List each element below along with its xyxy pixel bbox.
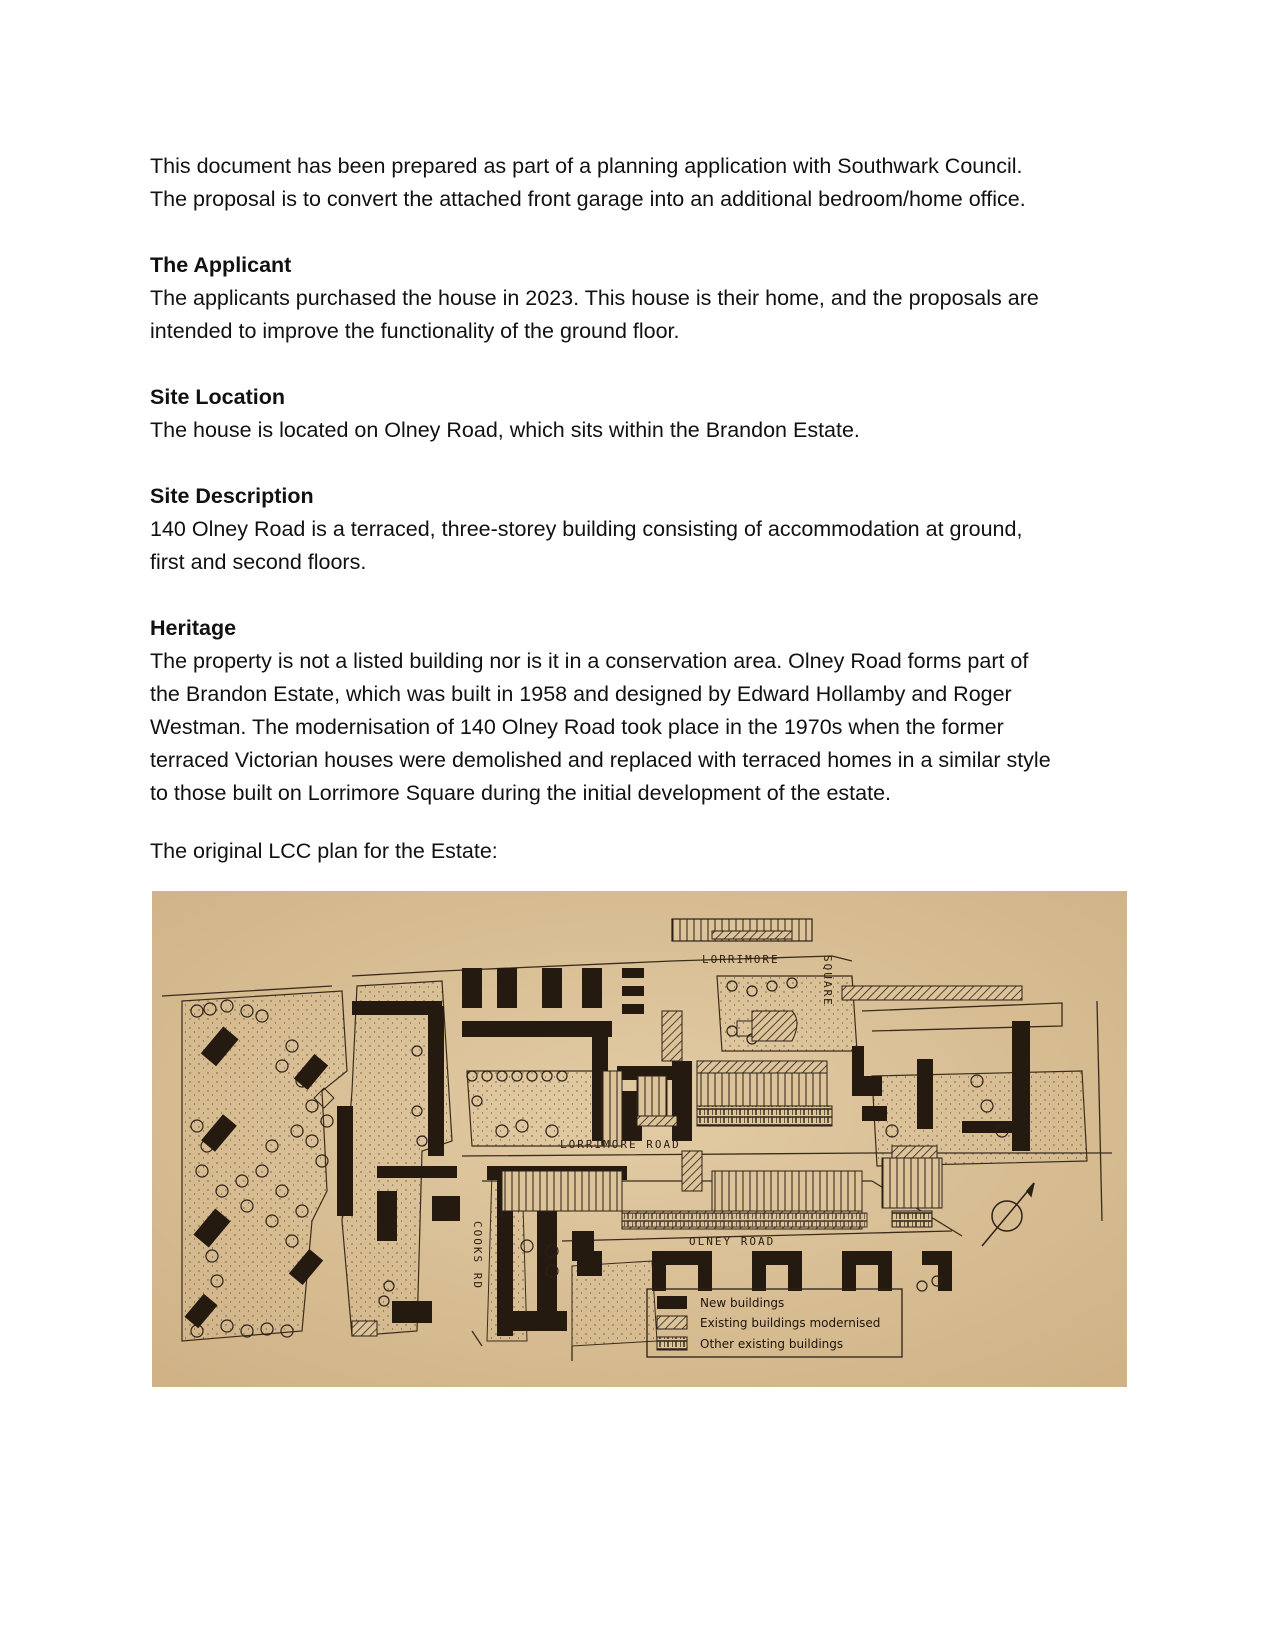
document-body	[150, 150, 1125, 868]
legend-new: New buildings	[700, 1296, 785, 1310]
heading-site-location: Site Location	[150, 385, 285, 409]
map-label-square: SQUARE	[821, 955, 834, 1007]
map-label-lorrimore-road: LORRIMORE ROAD	[560, 1138, 681, 1151]
heritage-line-2: the Brandon Estate, which was built in 1958 and designed by Edward Hollamby and Roger	[150, 682, 1012, 706]
intro-line-2: The proposal is to convert the attached front garage into an additional bedroom/home office.	[150, 187, 1026, 211]
map-label-cooks-rd: COOKS RD	[471, 1221, 484, 1290]
map-label-lorrimore: LORRIMORE	[702, 953, 780, 966]
map-label-olney-road: OLNEY ROAD	[689, 1235, 776, 1248]
legend-swatch-modernised	[657, 1316, 687, 1329]
site-description-line-1: 140 Olney Road is a terraced, three-storey building consisting of accommodation at ground,	[150, 517, 1023, 541]
building	[842, 986, 1022, 1000]
plan-caption: The original LCC plan for the Estate:	[150, 839, 498, 863]
legend-swatch-new	[657, 1296, 687, 1309]
estate-plan-image	[152, 891, 1127, 1387]
applicant-line-1: The applicants purchased the house in 2023. This house is their home, and the proposals are	[150, 286, 1039, 310]
heading-site-description: Site Description	[150, 484, 314, 508]
heritage-line-5: to those built on Lorrimore Square during the initial development of the estate.	[150, 781, 892, 805]
heading-heritage: Heritage	[150, 616, 237, 640]
legend-modernised: Existing buildings modernised	[700, 1316, 881, 1330]
site-description-line-2: first and second floors.	[150, 550, 367, 574]
site-location-line-1: The house is located on Olney Road, which sits within the Brandon Estate.	[150, 418, 860, 442]
heritage-line-3: Westman. The modernisation of 140 Olney Road took place in the 1970s when the former	[150, 715, 1004, 739]
building	[712, 931, 792, 939]
applicant-line-2: intended to improve the functionality of the ground floor.	[150, 319, 680, 343]
intro-line-1: This document has been prepared as part of a planning application with Southwark Council.	[150, 154, 1023, 178]
heritage-line-4: terraced Victorian houses were demolished and replaced with terraced homes in a similar style	[150, 748, 1051, 772]
legend-other: Other existing buildings	[700, 1337, 844, 1351]
legend-swatch-other	[657, 1337, 687, 1350]
heritage-line-1: The property is not a listed building nor is it in a conservation area. Olney Road forms part of	[150, 649, 1029, 673]
heading-applicant: The Applicant	[150, 253, 292, 277]
